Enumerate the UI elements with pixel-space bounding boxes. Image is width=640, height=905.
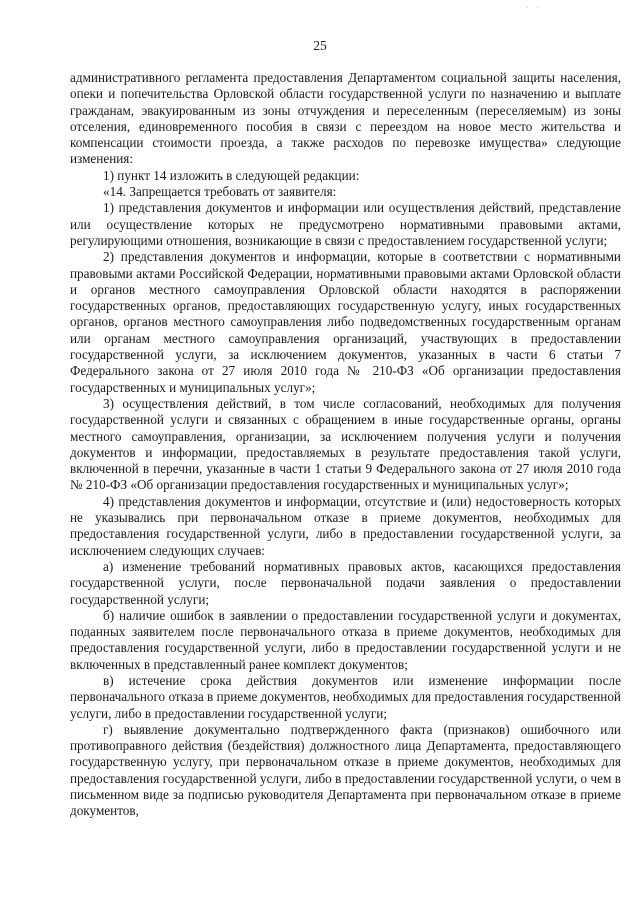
paragraph-case-b: б) наличие ошибок в заявлении о предоставлении государственной услуги и документах, поданных заявителем после первоначального отказа в приеме документов, необходимых для предоставления государственной услуги, либо в предоставлении государственной услуги и не включенных в представленный ранее комплект документов; <box>70 607 621 672</box>
paragraph-subitem-4: 4) представления документов и информации, отсутствие и (или) недостоверность которых не указывались при первоначальном отказе в приеме документов, необходимых для предоставления государственной услуги, либо в предоставлении государственной услуги, за исключением следующих случаев: <box>70 493 621 558</box>
page-number: 25 <box>313 38 327 53</box>
paragraph-subitem-2: 2) представления документов и информации, которые в соответствии с нормативными правовыми актами Российской Федерации, нормативными правовыми актами Орловской области и органов местного самоуправления Орловской области находятся в распоряжении государственных органов, предоставляющих государственную услугу, иных государственных органов, органов местного самоуправления либо подведомственных государственным органам или органам местного самоуправления организаций, участвующих в предоставлении государственной услуги, за исключением документов, указанных в части 6 статьи 7 Федерального закона от 27 июля 2010 года № 210-ФЗ «Об организации предоставления государственных и муниципальных услуг»; <box>70 249 621 395</box>
paragraph-intro: административного регламента предоставления Департаментом социальной защиты населения, опеки и попечительства Орловской области государственной услуги по назначению и выплате гражданам, эвакуированным из зоны отчуждения и переселенным (переселяемым) из зоны отселения, единовременного пособия в связи с переездом на новое место жительства и компенсации стоимости проезда, а также расходов по перевозке имущества» следующие изменения: <box>70 70 621 167</box>
paragraph-subitem-3: 3) осуществления действий, в том числе согласований, необходимых для получения государственной услуги и связанных с обращением в иные государственные органы, органы местного самоуправления, организации, за исключением получения услуги и получения документов и информации, предоставляемых в результате предоставления такой услуги, включенной в перечни, указанные в части 1 статьи 9 Федерального закона от 27 июля 2010 года № 210-ФЗ «Об организации предоставления государственных и муниципальных услуг»; <box>70 395 621 493</box>
paragraph-case-a: а) изменение требований нормативных правовых актов, касающихся предоставления государственной услуги, после первоначальной подачи заявления о предоставлении государственной услуги; <box>70 558 621 607</box>
document-body <box>70 70 621 820</box>
paragraph-case-g: г) выявление документально подтвержденного факта (признаков) ошибочного или противоправного действия (бездействия) должностного лица Департамента, предоставляющего государственную услугу, при первоначальном отказе в приеме документов, необходимых для предоставления государственной услуги, либо в предоставлении государственной услуги, о чем в письменном виде за подписью руководителя Департамента при первоначальном отказе в приеме документов, <box>70 721 621 819</box>
paragraph-case-v: в) истечение срока действия документов или изменение информации после первоначального отказа в приеме документов, необходимых для предоставления государственной услуги, либо в предоставлении государственной услуги; <box>70 672 621 721</box>
corner-marks: . . <box>526 2 542 10</box>
paragraph-clause-14: «14. Запрещается требовать от заявителя: <box>103 184 337 200</box>
paragraph-subitem-1: 1) представления документов и информации или осуществления действий, представление или осуществление которых не предусмотрено нормативными правовыми актами, регулирующими отношения, возникающие в связи с предоставлением государственной услуги; <box>70 200 621 248</box>
paragraph-item-1: 1) пункт 14 изложить в следующей редакции: <box>103 167 360 183</box>
